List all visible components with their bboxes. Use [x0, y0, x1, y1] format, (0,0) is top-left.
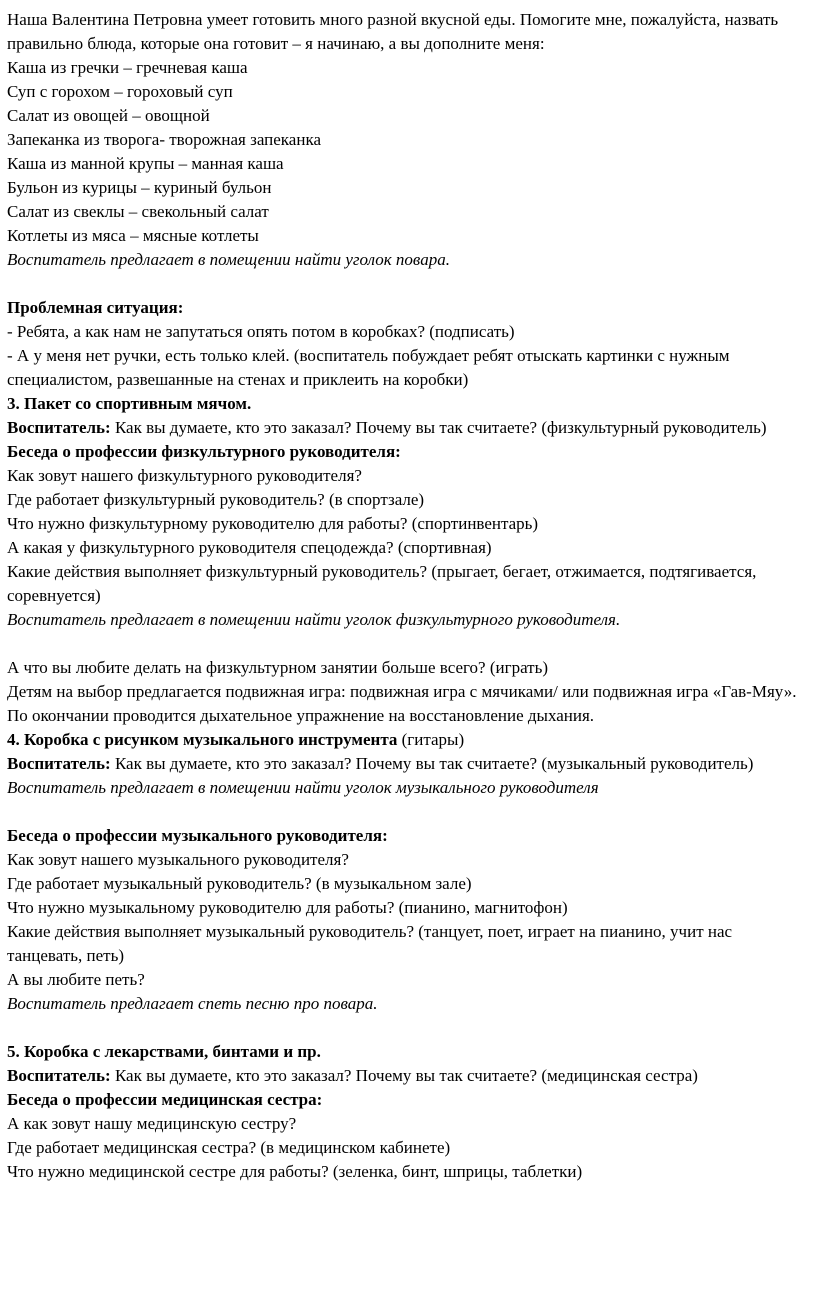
text-run: Салат из овощей – овощной: [7, 106, 210, 125]
text-run: Запеканка из творога- творожная запеканка: [7, 130, 322, 149]
paragraph: [7, 152, 806, 176]
paragraph: [7, 176, 806, 200]
text-run: Воспитатель предлагает спеть песню про повара.: [7, 994, 378, 1013]
paragraph: [7, 1016, 806, 1040]
text-run: Воспитатель:: [7, 1066, 111, 1085]
paragraph: [7, 752, 806, 776]
paragraph: [7, 536, 806, 560]
text-run: (гитары): [397, 730, 465, 749]
paragraph: [7, 392, 806, 416]
paragraph: [7, 800, 806, 824]
text-run: Беседа о профессии медицинская сестра:: [7, 1090, 323, 1109]
text-run: Что нужно музыкальному руководителю для работы? (пианино, магнитофон): [7, 898, 568, 917]
paragraph: [7, 440, 806, 464]
text-run: Что нужно физкультурному руководителю для работы? (спортинвентарь): [7, 514, 539, 533]
paragraph: [7, 248, 806, 272]
text-run: - Ребята, а как нам не запутаться опять потом в коробках? (подписать): [7, 322, 515, 341]
text-run: Что нужно медицинской сестре для работы? (зеленка, бинт, шприцы, таблетки): [7, 1162, 583, 1181]
paragraph: [7, 272, 806, 296]
paragraph: [7, 1160, 806, 1184]
paragraph: [7, 512, 806, 536]
text-run: 4. Коробка с рисунком музыкального инструмента: [7, 730, 398, 749]
paragraph: [7, 200, 806, 224]
text-run: А какая у физкультурного руководителя спецодежда? (спортивная): [7, 538, 492, 557]
text-run: А вы любите петь?: [7, 970, 145, 989]
paragraph: [7, 608, 806, 632]
text-run: По окончании проводится дыхательное упражнение на восстановление дыхания.: [7, 706, 595, 725]
text-run: Бульон из курицы – куриный бульон: [7, 178, 272, 197]
paragraph: [7, 224, 806, 248]
paragraph: [7, 416, 806, 440]
text-run: Как вы думаете, кто это заказал? Почему вы так считаете? (медицинская сестра): [110, 1066, 698, 1085]
paragraph: [7, 344, 806, 392]
text-run: Как зовут нашего музыкального руководителя?: [7, 850, 349, 869]
text-run: Салат из свеклы – свекольный салат: [7, 202, 269, 221]
text-run: Котлеты из мяса – мясные котлеты: [7, 226, 259, 245]
text-run: Как зовут нашего физкультурного руководителя?: [7, 466, 362, 485]
text-run: Как вы думаете, кто это заказал? Почему вы так считаете? (музыкальный руководитель): [110, 754, 754, 773]
document-body: [7, 8, 806, 1184]
paragraph: [7, 320, 806, 344]
paragraph: [7, 1040, 806, 1064]
text-run: Воспитатель:: [7, 418, 111, 437]
text-run: 5. Коробка с лекарствами, бинтами и пр.: [7, 1042, 321, 1061]
paragraph: [7, 80, 806, 104]
text-run: Воспитатель:: [7, 754, 111, 773]
paragraph: [7, 920, 806, 968]
paragraph: [7, 1088, 806, 1112]
text-run: А что вы любите делать на физкультурном занятии больше всего? (играть): [7, 658, 549, 677]
paragraph: [7, 848, 806, 872]
text-run: Воспитатель предлагает в помещении найти уголок музыкального руководителя: [7, 778, 599, 797]
paragraph: [7, 656, 806, 680]
text-run: Где работает физкультурный руководитель? (в спортзале): [7, 490, 425, 509]
paragraph: [7, 296, 806, 320]
paragraph: [7, 968, 806, 992]
text-run: Какие действия выполняет музыкальный руководитель? (танцует, поет, играет на пианино, учит нас танцевать, петь): [7, 922, 733, 965]
paragraph: [7, 632, 806, 656]
paragraph: [7, 488, 806, 512]
text-run: Каша из манной крупы – манная каша: [7, 154, 284, 173]
paragraph: [7, 776, 806, 800]
paragraph: [7, 872, 806, 896]
text-run: Наша Валентина Петровна умеет готовить много разной вкусной еды. Помогите мне, пожалуйста, назвать правильно блюда, которые она готовит – я начинаю, а вы дополните меня:: [7, 10, 779, 53]
paragraph: [7, 1064, 806, 1088]
text-run: 3. Пакет со спортивным мячом.: [7, 394, 252, 413]
text-run: Где работает медицинская сестра? (в медицинском кабинете): [7, 1138, 451, 1157]
paragraph: [7, 560, 806, 608]
paragraph: [7, 464, 806, 488]
text-run: Где работает музыкальный руководитель? (в музыкальном зале): [7, 874, 472, 893]
paragraph: [7, 704, 806, 728]
paragraph: [7, 104, 806, 128]
text-run: А как зовут нашу медицинскую сестру?: [7, 1114, 297, 1133]
text-run: Каша из гречки – гречневая каша: [7, 58, 248, 77]
paragraph: [7, 56, 806, 80]
text-run: Воспитатель предлагает в помещении найти уголок физкультурного руководителя.: [7, 610, 621, 629]
paragraph: [7, 680, 806, 704]
paragraph: [7, 728, 806, 752]
paragraph: [7, 8, 806, 56]
text-run: Воспитатель предлагает в помещении найти уголок повара.: [7, 250, 450, 269]
paragraph: [7, 128, 806, 152]
text-run: Как вы думаете, кто это заказал? Почему вы так считаете? (физкультурный руководитель): [110, 418, 767, 437]
paragraph: [7, 896, 806, 920]
text-run: Проблемная ситуация:: [7, 298, 184, 317]
text-run: Какие действия выполняет физкультурный руководитель? (прыгает, бегает, отжимается, подтягивается, соревнуется): [7, 562, 757, 605]
paragraph: [7, 992, 806, 1016]
text-run: Беседа о профессии физкультурного руководителя:: [7, 442, 401, 461]
paragraph: [7, 1112, 806, 1136]
text-run: Детям на выбор предлагается подвижная игра: подвижная игра с мячиками/ или подвижная игра «Гав-Мяу».: [7, 682, 797, 701]
text-run: Суп с горохом – гороховый суп: [7, 82, 233, 101]
text-run: Беседа о профессии музыкального руководителя:: [7, 826, 388, 845]
paragraph: [7, 824, 806, 848]
paragraph: [7, 1136, 806, 1160]
text-run: - А у меня нет ручки, есть только клей. (воспитатель побуждает ребят отыскать картинки с нужным специалистом, развешанные на стенах и приклеить на коробки): [7, 346, 730, 389]
